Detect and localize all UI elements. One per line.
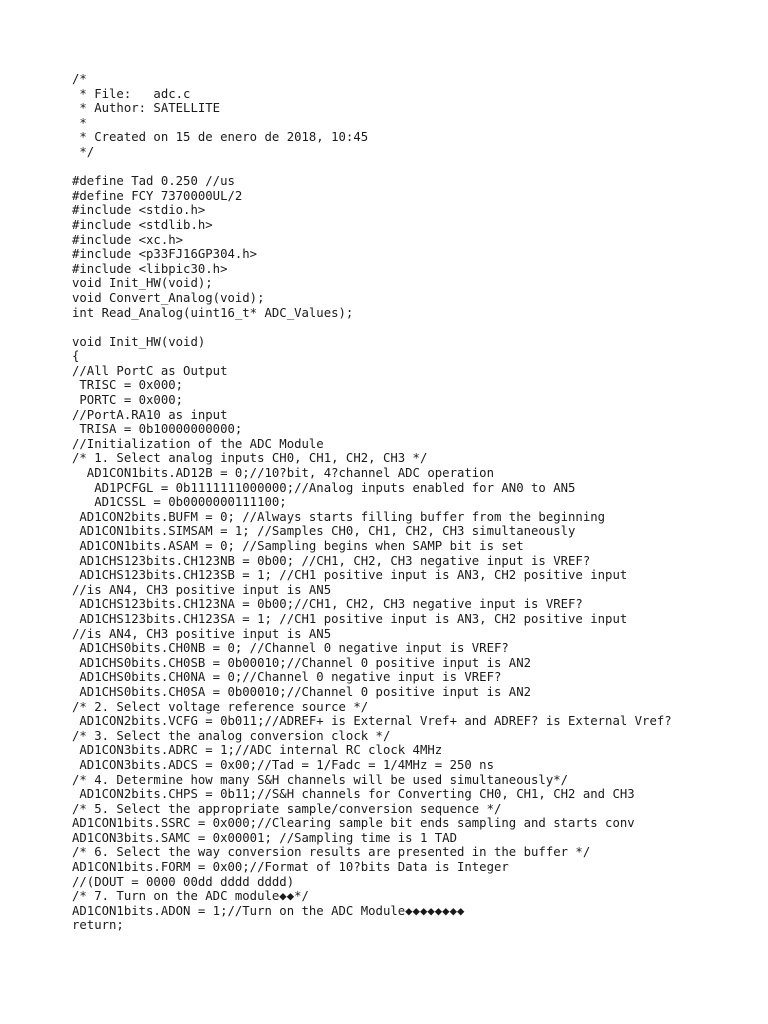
code-line: */ bbox=[72, 144, 95, 159]
code-line: * Author: SATELLITE bbox=[72, 101, 221, 116]
code-line: #include <stdio.h> bbox=[72, 203, 206, 218]
code-line: #define FCY 7370000UL/2 bbox=[72, 188, 243, 203]
code-line: /* 6. Select the way conversion results are presented in the buffer */ bbox=[72, 845, 591, 860]
code-line: AD1CON2bits.BUFM = 0; //Always starts filling buffer from the beginning bbox=[72, 509, 606, 524]
code-line: #include <p33FJ16GP304.h> bbox=[72, 247, 258, 262]
code-line: #include <stdlib.h> bbox=[72, 217, 213, 232]
code-line: AD1CON3bits.ADCS = 0x00;//Tad = 1/Fadc = 1/4MHz = 250 ns bbox=[72, 757, 494, 772]
code-line: //Initialization of the ADC Module bbox=[72, 436, 324, 451]
code-line: void Init_HW(void); bbox=[72, 276, 213, 291]
code-line: AD1CHS123bits.CH123NA = 0b00;//CH1, CH2, CH3 negative input is VREF? bbox=[72, 597, 583, 612]
code-line: AD1CHS0bits.CH0SB = 0b00010;//Channel 0 positive input is AN2 bbox=[72, 655, 532, 670]
code-line: #include <xc.h> bbox=[72, 232, 184, 247]
code-line: PORTC = 0x000; bbox=[72, 393, 184, 408]
code-line: AD1CON2bits.VCFG = 0b011;//ADREF+ is External Vref+ and ADREF? is External Vref? bbox=[72, 714, 672, 729]
code-line: #include <libpic30.h> bbox=[72, 261, 228, 276]
code-line: AD1CSSL = 0b0000000111100; bbox=[72, 495, 287, 510]
code-line: AD1CHS0bits.CH0NB = 0; //Channel 0 negative input is VREF? bbox=[72, 641, 509, 656]
code-line: TRISA = 0b10000000000; bbox=[72, 422, 243, 437]
code-line: AD1CON1bits.ASAM = 0; //Sampling begins when SAMP bit is set bbox=[72, 539, 524, 553]
code-line: AD1PCFGL = 0b1111111000000;//Analog inputs enabled for AN0 to AN5 bbox=[72, 480, 576, 495]
code-line: /* 3. Select the analog conversion clock */ bbox=[72, 728, 391, 743]
code-line: AD1CON1bits.FORM = 0x00;//Format of 10?bits Data is Integer bbox=[72, 860, 509, 875]
code-line: /* 7. Turn on the ADC module◆◆*/ bbox=[72, 889, 309, 904]
code-line: * Created on 15 de enero de 2018, 10:45 bbox=[72, 130, 369, 145]
code-line: AD1CON1bits.SIMSAM = 1; //Samples CH0, CH1, CH2, CH3 simultaneously bbox=[72, 524, 576, 539]
code-line: TRISC = 0x000; bbox=[72, 378, 184, 393]
code-line: /* bbox=[72, 72, 87, 86]
code-line: AD1CHS123bits.CH123SB = 1; //CH1 positive input is AN3, CH2 positive input bbox=[72, 568, 628, 583]
code-line: void Init_HW(void) bbox=[72, 334, 206, 349]
code-line: AD1CON1bits.AD12B = 0;//10?bit, 4?channel ADC operation bbox=[72, 466, 494, 481]
code-line: AD1CHS0bits.CH0SA = 0b00010;//Channel 0 positive input is AN2 bbox=[72, 684, 532, 699]
code-line: #define Tad 0.250 //us bbox=[72, 174, 235, 189]
code-line: /* 4. Determine how many S&H channels will be used simultaneously*/ bbox=[72, 772, 569, 787]
code-line: AD1CHS123bits.CH123NB = 0b00; //CH1, CH2, CH3 negative input is VREF? bbox=[72, 553, 591, 568]
code-line: AD1CHS123bits.CH123SA = 1; //CH1 positive input is AN3, CH2 positive input bbox=[72, 611, 628, 626]
code-line bbox=[72, 320, 762, 335]
code-line: AD1CON3bits.ADRC = 1;//ADC internal RC clock 4MHz bbox=[72, 743, 443, 758]
code-line: //All PortC as Output bbox=[72, 363, 228, 378]
code-line: /* 2. Select voltage reference source */ bbox=[72, 699, 369, 714]
code-line: //is AN4, CH3 positive input is AN5 bbox=[72, 582, 332, 597]
code-line: //(DOUT = 0000 00dd dddd dddd) bbox=[72, 874, 295, 889]
code-document bbox=[72, 72, 762, 933]
code-line: /* 1. Select analog inputs CH0, CH1, CH2, CH3 */ bbox=[72, 451, 428, 466]
code-line: { bbox=[72, 349, 80, 364]
code-line: * File: adc.c bbox=[72, 86, 191, 101]
code-line: AD1CON1bits.SSRC = 0x000;//Clearing sample bit ends sampling and starts conv bbox=[72, 816, 635, 831]
code-line: //PortA.RA10 as input bbox=[72, 407, 228, 422]
code-line: AD1CON3bits.SAMC = 0x00001; //Sampling time is 1 TAD bbox=[72, 830, 457, 845]
code-line: AD1CHS0bits.CH0NA = 0;//Channel 0 negative input is VREF? bbox=[72, 670, 502, 685]
code-line: AD1CON2bits.CHPS = 0b11;//S&H channels for Converting CH0, CH1, CH2 and CH3 bbox=[72, 787, 635, 802]
code-line: * bbox=[72, 115, 87, 130]
code-line bbox=[72, 160, 762, 175]
code-line: AD1CON1bits.ADON = 1;//Turn on the ADC Module◆◆◆◆◆◆◆◆ bbox=[72, 903, 465, 918]
code-line: return; bbox=[72, 918, 124, 933]
code-line: /* 5. Select the appropriate sample/conversion sequence */ bbox=[72, 801, 502, 816]
code-line: //is AN4, CH3 positive input is AN5 bbox=[72, 626, 332, 641]
code-line: void Convert_Analog(void); bbox=[72, 290, 265, 305]
code-line: int Read_Analog(uint16_t* ADC_Values); bbox=[72, 305, 354, 320]
